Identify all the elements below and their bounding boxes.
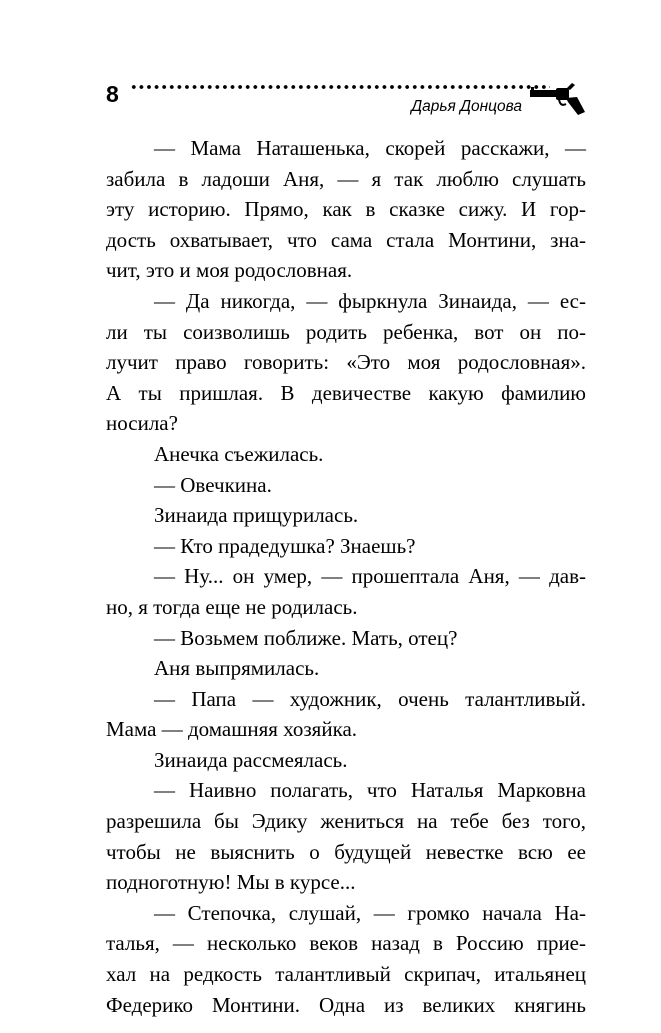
paragraph [106,898,586,1020]
paragraph [106,775,586,897]
paragraph [106,500,586,531]
paragraph [106,684,586,745]
text-line: — Ну... он умер, — прошептала Аня, — дав- [154,564,586,589]
paragraph [106,531,586,562]
body-text [106,133,586,1020]
text-line: — Степочка, слушай, — громко начала На- [154,900,586,925]
text-line: — Кто прадедушка? Знаешь? [154,533,416,558]
paragraph [106,286,586,439]
text-line: чит, это и моя родословная. [106,258,353,283]
text-line: эту историю. Прямо, как в сказке сижу. И гор- [106,197,586,222]
text-line: лучит право говорить: «Это моя родословная». [106,350,586,375]
revolver-icon [528,80,586,116]
text-line: — Папа — художник, очень талантливый. [154,686,586,711]
page-number: 8 [106,81,119,107]
text-line: ли ты соизволишь родить ребенка, вот он по- [106,319,586,344]
dotted-leader [130,84,550,90]
text-line: Зинаида рассмеялась. [154,747,348,772]
text-line: подноготную! Мы в курсе... [106,870,356,895]
text-line: хал на редкость талантливый скрипач, итальянец [106,962,586,987]
text-line: разрешила бы Эдику жениться на тебе без того, [106,809,586,834]
paragraph [106,561,586,622]
text-line: дость охватывает, что сама стала Монтини, зна- [106,227,586,252]
text-line: Мама — домашняя хозяйка. [106,717,358,742]
paragraph [106,133,586,286]
text-line: — Возьмем поближе. Мать, отец? [154,625,458,650]
paragraph [106,439,586,470]
text-line: — Овечкина. [154,472,272,497]
text-line: носила? [106,411,178,436]
text-line: Аня выпрямилась. [154,656,320,681]
text-line: но, я тогда еще не родилась. [106,594,358,619]
text-line: — Мама Наташенька, скорей расскажи, — [154,136,586,160]
paragraph [106,470,586,501]
text-line: чтобы не выяснить о будущей невестке всю ее [106,839,586,864]
author-name: Дарья Донцова [411,98,522,115]
text-line: — Наивно полагать, что Наталья Марковна [154,778,586,803]
paragraph [106,623,586,654]
running-header [106,76,586,120]
paragraph [106,745,586,776]
text-line: Зинаида прищурилась. [154,503,359,528]
text-line: забила в ладоши Аня, — я так люблю слушать [106,166,586,191]
text-line: Анечка съежилась. [154,441,324,466]
text-line: Федерико Монтини. Одна из великих княгинь [106,992,586,1017]
text-line: А ты пришлая. В девичестве какую фамилию [106,380,586,405]
text-line: талья, — несколько веков назад в Россию прие- [106,931,586,956]
text-line: — Да никогда, — фыркнула Зинаида, — ес- [154,288,586,313]
paragraph [106,653,586,684]
